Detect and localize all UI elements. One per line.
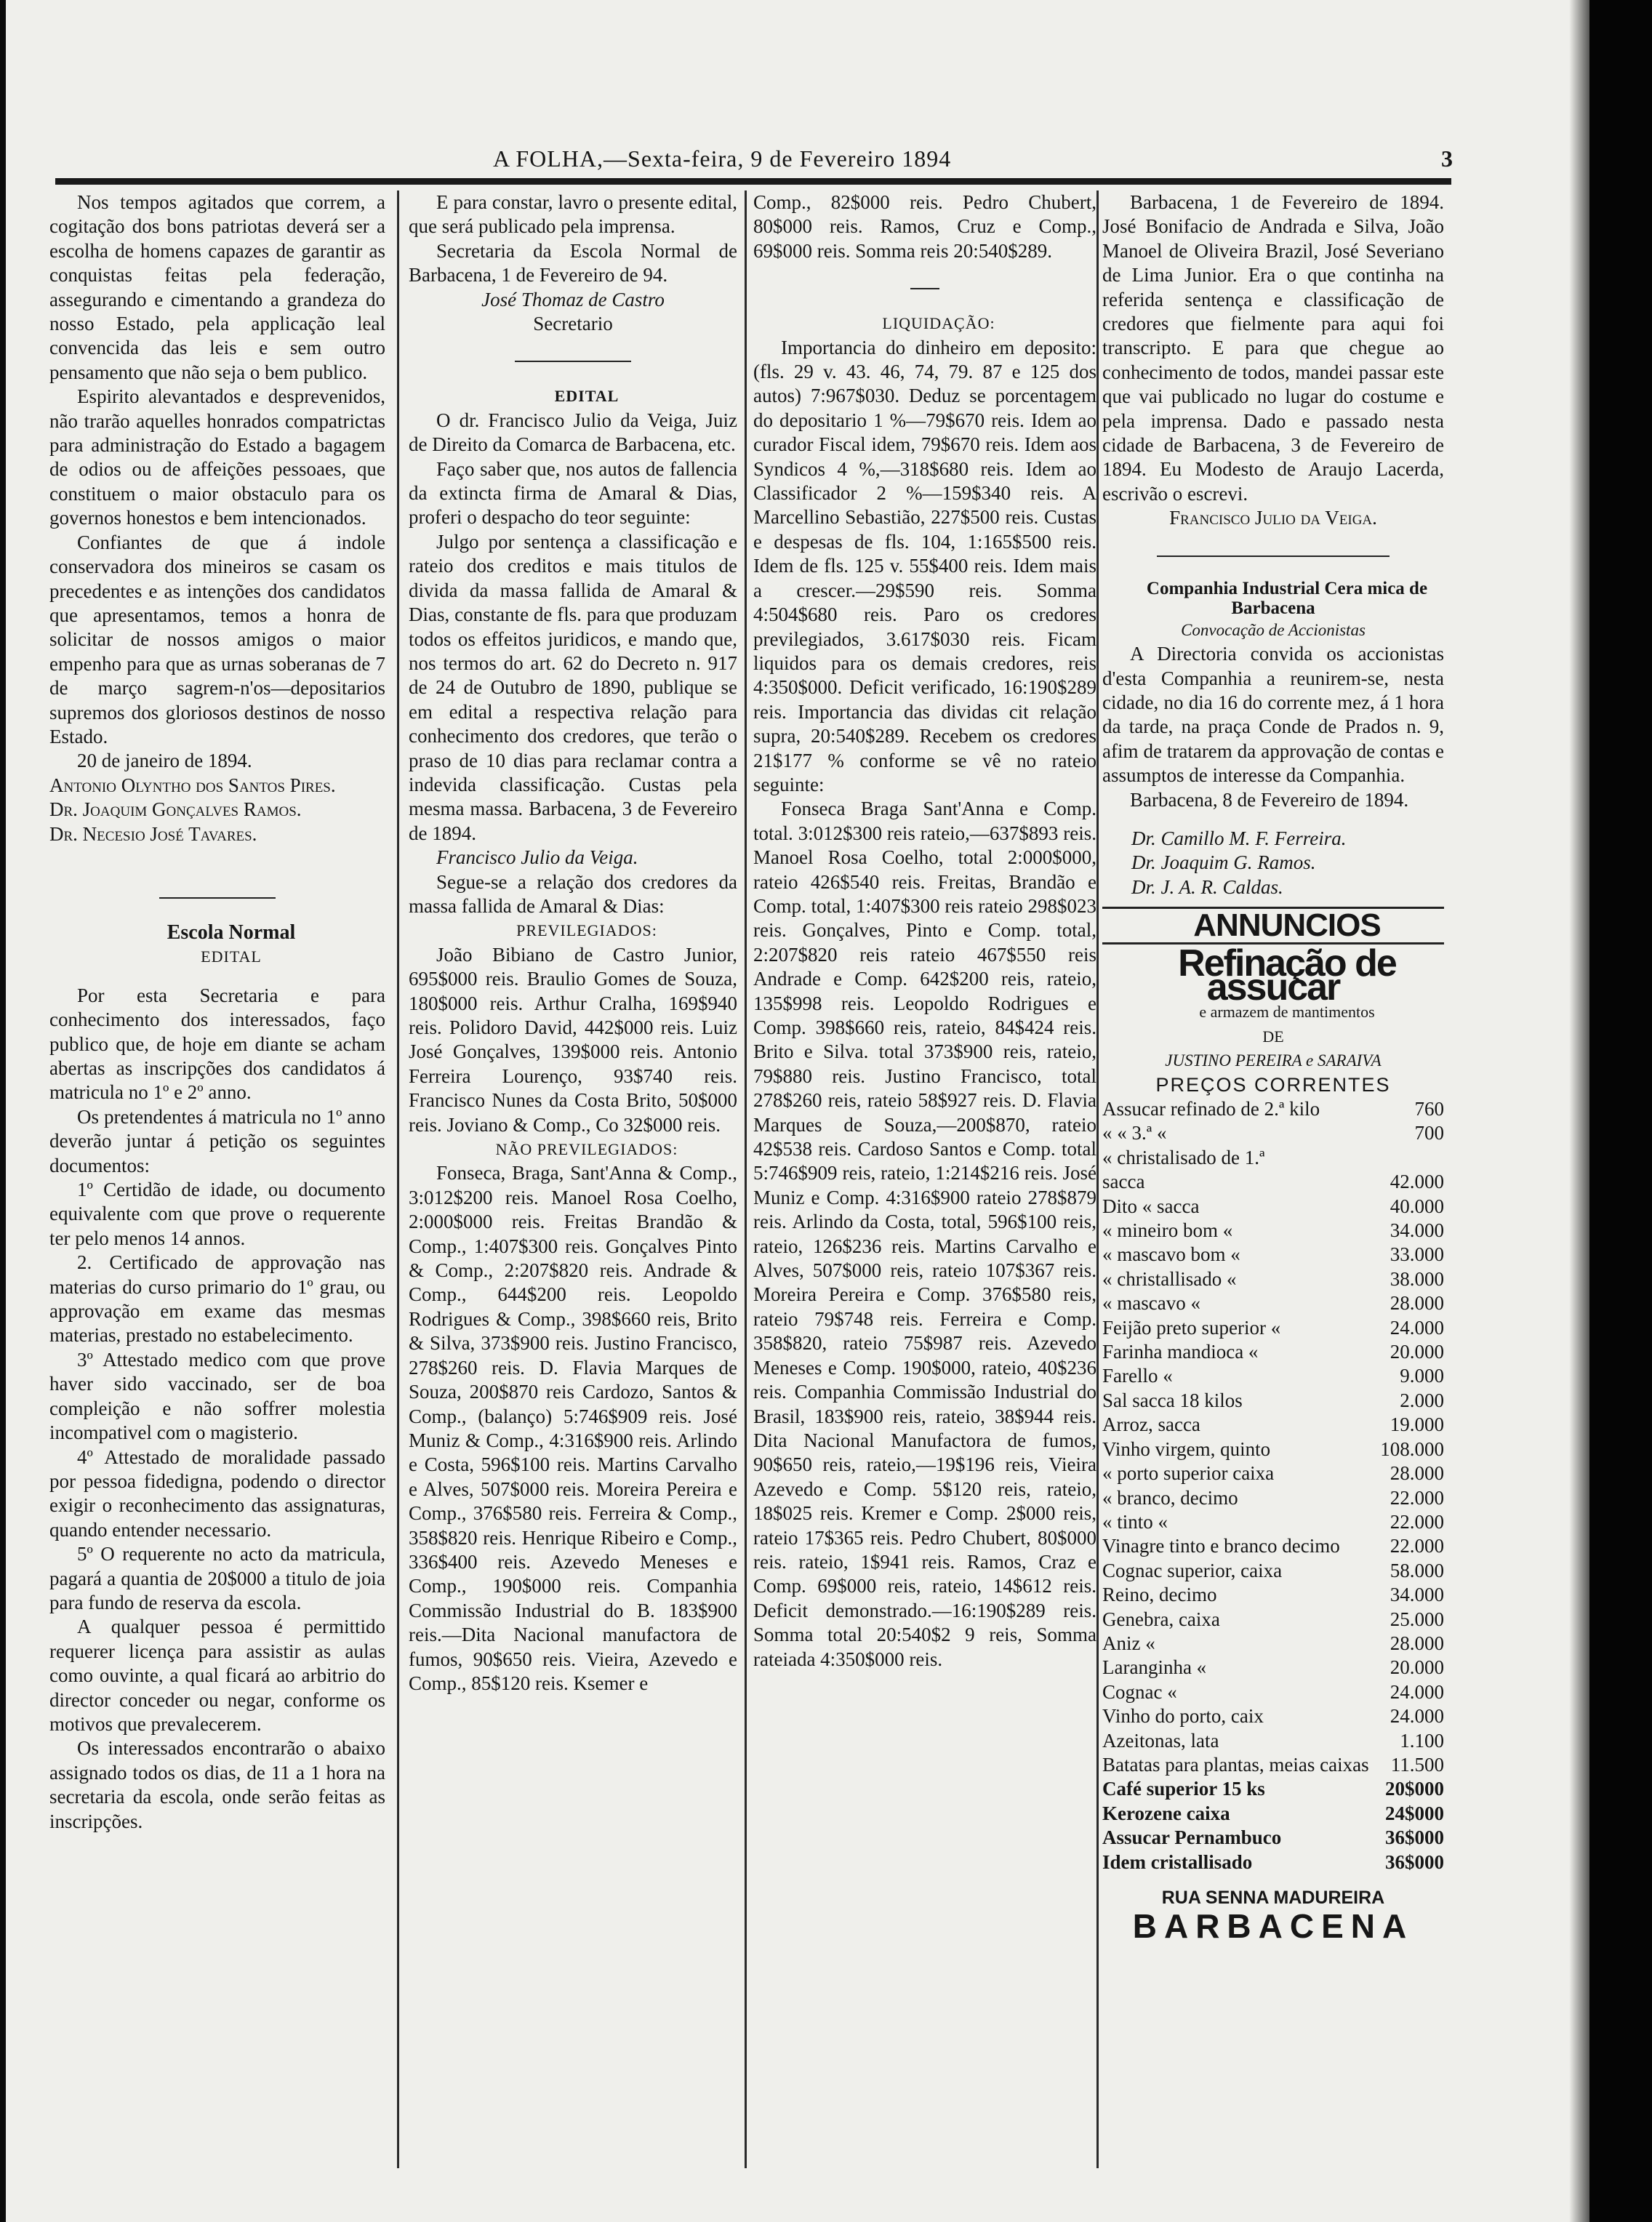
paragraph: 4º Attestado de moralidade passado por pessoa fidedigna, podendo o director exigir o reconhecimento das assignaturas, quando entender necessario. [49,1445,385,1541]
price-item: « porto superior caixa [1102,1462,1275,1485]
price-value: 24.000 [1390,1705,1444,1728]
price-value: 38.000 [1390,1267,1444,1290]
price-value: 28.000 [1390,1632,1444,1654]
price-row [1102,1656,1444,1680]
price-value: 20.000 [1390,1341,1444,1363]
price-item: Café superior 15 ks [1102,1778,1265,1800]
ad-title: Refinação de assucar [1178,942,1396,1008]
price-item: « « 3.ª « [1102,1122,1167,1144]
price-value: 20$000 [1385,1778,1444,1800]
signature: Dr. Joaquim Gonçalves Ramos. [49,798,302,821]
price-value: 24.000 [1390,1680,1444,1703]
paragraph: Importancia do dinheiro em deposito: (fls. 29 v. 43. 46, 74, 79. 87 e 125 dos autos) 7:967$030. Deduz se porcentagem do depositario 1 %—79$670 reis. Idem ao curador Fiscal idem, 79$670 reis. Idem aos Syndicos 4 %,—318$680 reis. Idem ao Classificador 2 %—159$340 reis. A Marcellino Sebastião, 227$500 reis. Custas e despesas de fls. 104, 1:165$500 reis. Idem de fls. 125 v. 55$400 reis. Idem mais a crescer.—29$590 reis. Somma 4:504$680 reis. Paro os credores previlegiados, 3.617$030 reis. Ficam liquidos para os demais credores, reis 4:350$000. Deficit verificado, 16:190$289 reis. Importancia das dividas cit relação supra, 20:540$289. Recebem os credores 21$177 % conforme se vê no rateio seguinte: [753,336,1096,795]
paragraph: Espirito alevantados e desprevenidos, não trarão aquelles honrados compatrictas para administração do Estado a bagagem de odios ou de affeições pessoaes, que constituem o maior obstaculo para os governos honestos e bem intencionados. [49,385,385,529]
signature-role: Secretario [533,313,613,335]
price-item: Kerozene caixa [1102,1802,1230,1824]
paragraph: Fonseca, Braga, Sant'Anna & Comp., 3:012$200 reis. Manoel Rosa Coelho, 2:000$000 reis. Freitas Brandão & Comp., 1:407$300 reis. Gonçalves Pinto & Comp., 2:207$820 reis. Andrade & Comp., 644$200 reis. Leopoldo Rodrigues & Comp., 398$660 reis, Brito & Silva, 373$900 reis. Justino Francisco, 278$260 reis. D. Flavia Marques de Souza, 200$870 reis Cardozo, Santos & Comp., (balanço) 5:746$909 reis. José Muniz & Comp., 4:316$900 reis. Arlindo e Costa, 596$100 reis. Martins Carvalho e Alves, 507$000 reis. Moreira Pereira e Comp., 376$580 reis. Ferreira & Comp., 358$820 reis. Henrique Ribeiro e Comp., 336$400 reis. Azevedo Meneses e Comp., 190$000 reis. Companhia Commissão Industrial do B. 183$900 reis.—Dita Nacional manufactora de fumos, 90$650 reis. Vieira, Azevedo e Comp., 85$120 reis. Ksemer e [409,1162,737,1694]
price-item: Aniz « [1102,1632,1155,1654]
price-value: 28.000 [1390,1292,1444,1315]
price-value: 24$000 [1385,1802,1444,1824]
price-row [1102,1121,1444,1145]
price-item: « tinto « [1102,1510,1168,1533]
column-divider [1096,190,1099,2168]
price-row [1102,1291,1444,1315]
price-row [1102,1850,1444,1874]
price-value: 22.000 [1390,1486,1444,1509]
price-item: Batatas para plantas, meias caixas [1102,1753,1369,1776]
price-item: « mascavo bom « [1102,1243,1240,1266]
price-item: Vinagre tinto e branco decimo [1102,1535,1340,1557]
column-divider [745,190,747,2168]
section-subtitle: PREVILEGIADOS: [516,921,657,940]
price-value: 11.500 [1390,1753,1444,1776]
price-row [1102,1267,1444,1291]
price-value: 40.000 [1390,1195,1444,1217]
price-value: 33.000 [1390,1243,1444,1266]
price-value: 28.000 [1390,1462,1444,1485]
paragraph: A qualquer pessoa é permittido requerer licença para assistir as aulas como ouvinte, a qual ficará ao arbitrio do director conceder ou negar, conforme os motivos que prevalecerem. [49,1616,385,1735]
section-subtitle: Convocação de Accionistas [1181,620,1366,639]
column-3 [753,190,1096,1672]
price-value: 42.000 [1390,1171,1444,1193]
section-separator [910,288,939,289]
paragraph: 5º O requerente no acto da matricula, pagará a quantia de 20$000 a titulo de joia para fundo de reserva da escola. [49,1543,385,1613]
paragraph: João Bibiano de Castro Junior, 695$000 reis. Braulio Gomes de Souza, 180$000 reis. Arthur Cralha, 169$940 reis. Polidoro David, 442$000 reis. Luiz José Gonçalves, 139$000 reis. Antonio Ferreira Lourenço, 93$740 reis. Francisco Nunes da Costa Brito, 50$000 reis. Joviano & Comp., Co 32$000 reis. [409,943,737,1136]
price-row [1102,1583,1444,1607]
price-item: Farello « [1102,1365,1173,1387]
paragraph: E para constar, lavro o presente edital, que será publicado pela imprensa. [409,191,737,238]
price-item: Reino, decimo [1102,1584,1217,1606]
price-row [1102,1534,1444,1558]
paragraph: A Directoria convida os accionistas d'esta Companhia a reunirem-se, nesta cidade, no dia 16 do corrente mez, á 1 hora da tarde, na praça Conde de Prados n. 9, afim de tratarem da approvação de contas e assumptos de interesse da Companhia. [1102,643,1444,787]
section-subtitle: EDITAL [201,947,262,966]
paragraph: Fonseca Braga Sant'Anna e Comp. total. 3:012$300 reis rateio,—637$893 reis. Manoel Rosa Coelho, total 2:000$000, rateio 426$540 reis. Freitas, Brandão e Comp. total, 1:407$300 reis rateio 298$023 reis. Gonçalves, Pinto e Comp. total, 2:207$820 reis rateio 467$550 reis Andrade e Comp. 642$200 reis, rateio, 135$998 reis. Leopoldo Rodrigues e Comp. 398$660 reis, rateio, 84$424 reis. Brito e Silva. total 373$900 reis, rateio, 79$880 reis. Justino Francisco, total 278$260 reis, rateio 58$927 reis. D. Flavia Marques de Souza,—200$870, rateio 42$538 reis. Cardoso Santos e Comp. total 5:746$909 reis, rateio, 1:214$216 reis. José Muniz e Comp. 4:316$900 rateio 278$879 reis. Arlindo da Costa, total, 596$100 reis, rateio, 126$236 reis. Martins Carvalho e Alves, 507$000 reis, rateio 107$367 reis. Moreira Pereira e Comp. 376$580 reis, rateio 79$748 reis. Ferreira e Comp. 358$820, rateio 75$987 reis. Azevedo Meneses e Comp. 190$000, rateio, 40$236 reis. Companhia Commissão Industrial do Brasil, 183$900 reis, rateio, 38$944 reis. Dita Nacional Manufactora de fumos, 90$650 reis, rateio,—19$196 reis, Vieira Azevedo e Comp. 5$120 reis, rateio, 18$025 reis. Kremer e Comp. 2$000 reis, rateio 17$365 reis. Pedro Chubert, 80$000 reis. rateio, 1$941 reis. Ramos, Craz e Comp. 69$000 reis, rateio, 14$612 reis. Deficit demonstrado.—16:190$289 reis. Somma total 20:540$2 9 reis, Somma rateiada 4:350$000 reis. [753,798,1096,1670]
paragraph: Segue-se a relação dos credores da massa fallida de Amaral & Dias: [409,870,737,917]
price-value: 1.100 [1400,1729,1444,1752]
signature: Dr. Joaquim G. Ramos. [1131,851,1316,874]
price-item: Genebra, caixa [1102,1608,1220,1630]
price-item: « mascavo « [1102,1292,1200,1315]
price-item: Azeitonas, lata [1102,1729,1219,1752]
price-value: 36$000 [1385,1826,1444,1849]
price-item: Arroz, sacca [1102,1413,1200,1436]
price-item: Sal sacca 18 kilos [1102,1389,1243,1411]
price-item: Idem cristallisado [1102,1850,1253,1873]
section-title: EDITAL [554,387,620,406]
price-list-title: PREÇOS CORRENTES [1155,1073,1391,1096]
ad-subtitle: e armazem de mantimentos [1199,1003,1375,1022]
price-item: Dito « sacca [1102,1195,1200,1217]
price-item: Laranginha « [1102,1656,1207,1679]
price-row [1102,1704,1444,1728]
page-header [49,145,1453,177]
spacer [1102,812,1444,827]
price-row [1102,1146,1444,1170]
paragraph: Nos tempos agitados que correm, a cogitação dos bons patriotas deverá ser a escolha de homens capazes de garantir as conquistas feitas pela federação, assegurando e cimentando a grandeza do nosso Estado, pela applicação leal convencida das leis e sem outro pensamento que não seja o bem publico. [49,191,385,383]
paragraph: Secretaria da Escola Normal de Barbacena, 1 de Fevereiro de 94. [409,239,737,286]
section-subtitle: NÃO PREVILEGIADOS: [495,1140,678,1159]
price-row [1102,1802,1444,1826]
price-value: 24.000 [1390,1316,1444,1339]
price-row [1102,1777,1444,1801]
price-item: « mineiro bom « [1102,1219,1233,1242]
paragraph: O dr. Francisco Julio da Veiga, Juiz de Direito da Comarca de Barbacena, etc. [409,409,737,456]
price-item: Assucar Pernambuco [1102,1826,1282,1849]
paragraph: Barbacena, 1 de Fevereiro de 1894. José Bonifacio de Andrada e Silva, João Manoel de Oliveira Brazil, José Severiano de Lima Junior. Era o que continha na referida sentença e classificação de credores que fielmente para aqui foi transcripto. E para que chegue ao conhecimento de todos, mandei passar este que vai publicado no lugar do costume e pela imprensa. Dado e passado nesta cidade de Barbacena, 3 de Fevereiro de 1894. Eu Modesto de Araujo Lacerda, escrivão o escrevi. [1102,191,1444,505]
paragraph: Os pretendentes á matricula no 1º anno deverão juntar á petição os seguintes documentos: [49,1105,385,1176]
header-rule [55,178,1451,185]
section-separator [159,897,276,899]
signature: Francisco Julio da Veiga. [1169,507,1377,529]
price-value: 20.000 [1390,1656,1444,1679]
price-row [1102,1364,1444,1388]
price-item: Feijão preto superior « [1102,1316,1281,1339]
paragraph: Julgo por sentença a classificação e rateio dos creditos e mais titulos de divida da massa fallida de Amaral & Dias, constante de fls. para que produzam todos os effeitos juridicos, e mando que, nos termos do art. 62 do Decreto n. 917 de 24 de Outubro de 1890, publique se em edital a respectiva relação para conhecimento dos credores, que terão o praso de 10 dias para reclamar contra a indevida classificação. Custas pela mesma massa. Barbacena, 3 de Fevereiro de 1894. [409,530,737,844]
price-row [1102,1680,1444,1704]
price-item: Cognac superior, caixa [1102,1559,1283,1581]
price-value: 34.000 [1390,1584,1444,1606]
newspaper-page [6,0,1589,2222]
signature: Francisco Julio da Veiga. [436,846,638,869]
price-item: « christalisado de 1.ª [1102,1146,1265,1168]
price-value: 22.000 [1390,1510,1444,1533]
price-row [1102,1608,1444,1632]
price-item: Vinho do porto, caix [1102,1705,1264,1728]
price-item: Cognac « [1102,1680,1177,1703]
paragraph: Barbacena, 8 de Fevereiro de 1894. [1130,788,1409,811]
ad-de: DE [1262,1027,1284,1046]
price-row [1102,1340,1444,1364]
paragraph: Os interessados encontrarão o abaixo assignado todos os dias, de 11 a 1 hora na secretaria da escola, onde serão feitas as inscripções. [49,1737,385,1832]
ad-owner: JUSTINO PEREIRA e SARAIVA [1165,1051,1382,1070]
ad-city: BARBACENA [1132,1907,1414,1946]
date-line: 20 de janeiro de 1894. [77,750,252,772]
price-row [1102,1461,1444,1485]
price-value: 700 [1414,1122,1444,1144]
scan-border [1589,0,1652,2222]
price-value: 36$000 [1385,1850,1444,1873]
signature: Dr. Necesio José Tavares. [49,822,257,845]
section-separator [515,361,631,362]
price-row [1102,1389,1444,1413]
price-row [1102,1559,1444,1583]
price-value: 58.000 [1390,1559,1444,1581]
paragraph: Confiantes de que á indole conservadora dos mineiros se casam os precedentes e as intenções dos candidatos que apresentamos, temos a honra de solicitar de nossos amigos o maior empenho para que as urnas soberanas de 7 de março sagrem-n'os—depositarios supremos dos gloriosos destinos de nosso Estado. [49,531,385,747]
price-item: Vinho virgem, quinto [1102,1437,1271,1460]
section-subtitle: LIQUIDAÇÃO: [882,314,995,333]
paragraph: Faço saber que, nos autos de fallencia da extincta firma de Amaral & Dias, proferi o despacho do teor seguinte: [409,457,737,529]
price-value: 34.000 [1390,1219,1444,1242]
price-value: 9.000 [1400,1365,1444,1387]
price-row [1102,1195,1444,1219]
price-row [1102,1486,1444,1510]
column-2 [409,190,737,1696]
column-4 [1102,190,1444,1946]
header-title: A FOLHA,—Sexta-feira, 9 de Fevereiro 1894 [493,145,952,172]
page-number: 3 [1441,145,1453,172]
price-item: « branco, decimo [1102,1486,1238,1509]
price-row [1102,1510,1444,1534]
signature: Dr. Camillo M. F. Ferreira. [1131,827,1347,849]
section-title: Escola Normal [167,921,296,944]
section-separator [1157,556,1390,557]
price-row [1102,1826,1444,1850]
section-title: Companhia Industrial Cera mica de Barbacena [1146,578,1428,618]
column-divider [397,190,399,2168]
price-item: Farinha mandioca « [1102,1341,1259,1363]
price-value: 22.000 [1390,1535,1444,1557]
paragraph: Comp., 82$000 reis. Pedro Chubert, 80$000 reis. Ramos, Cruz e Comp., 69$000 reis. Somma reis 20:540$289. [753,191,1096,262]
price-row [1102,1243,1444,1267]
signature: Dr. J. A. R. Caldas. [1131,875,1283,898]
price-row [1102,1632,1444,1656]
price-value: 760 [1414,1098,1444,1120]
price-item: sacca [1102,1171,1145,1193]
announcements-title: ANNUNCIOS [1193,907,1381,944]
paragraph: 3º Attestado medico com que prove haver sido vaccinado, ser de boa compleição e não soffrer molestia incompativel com o magisterio. [49,1348,385,1444]
price-value: 2.000 [1400,1389,1444,1411]
price-item: « christallisado « [1102,1267,1237,1290]
price-value: 25.000 [1390,1608,1444,1630]
price-row [1102,1097,1444,1121]
signature: Antonio Olyntho dos Santos Pires. [49,774,336,796]
price-value: 108.000 [1380,1437,1444,1460]
price-item: Assucar refinado de 2.ª kilo [1102,1098,1320,1120]
price-row [1102,1170,1444,1194]
ad-address: RUA SENNA MADUREIRA [1161,1888,1385,1908]
spacer [49,969,385,984]
signature: José Thomaz de Castro [481,288,665,310]
price-row [1102,1316,1444,1340]
price-row [1102,1219,1444,1243]
price-list [1102,1097,1444,1874]
paragraph: 2. Certificado de approvação nas materias do curso primario do 1º grau, ou approvação em exame das mesmas materias, prestado no estabelecimento. [49,1251,385,1347]
paragraph: Por esta Secretaria e para conhecimento dos interessados, faço publico que, de hoje em diante se acham abertas as inscripções dos candidatos á matricula no 1º e 2º anno. [49,984,385,1104]
price-row [1102,1753,1444,1777]
price-value: 19.000 [1390,1413,1444,1436]
paragraph: 1º Certidão de idade, ou documento equivalente com que prove o requerente ter pelo menos 14 annos. [49,1179,385,1249]
price-row [1102,1437,1444,1461]
price-row [1102,1729,1444,1753]
price-row [1102,1413,1444,1437]
column-1 [49,190,385,1834]
